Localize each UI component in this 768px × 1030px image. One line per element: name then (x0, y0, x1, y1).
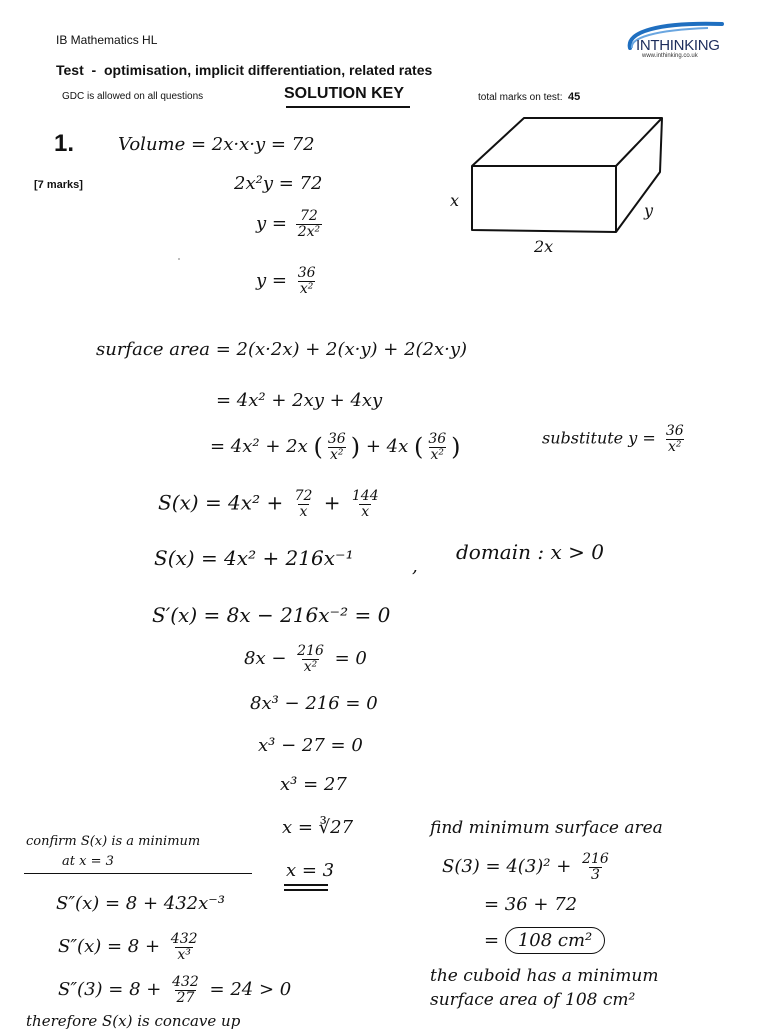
volume-line-4-lhs: y = (256, 270, 287, 292)
surface-line-3-frac-1 (326, 432, 348, 462)
minimum-title: find minimum surface area (430, 818, 663, 838)
surface-comma: , (412, 556, 418, 577)
confirm-line-3 (58, 975, 291, 1005)
surface-line-5: S(x) = 4x² + 216x⁻¹ (154, 546, 354, 570)
surface-line-4 (158, 489, 384, 519)
surface-line-3-frac-2 (426, 432, 448, 462)
volume-line-4-den: x² (299, 280, 314, 297)
substitute-label: substitute y = (542, 428, 656, 448)
paren-close: ) (451, 433, 461, 462)
confirm-title-2: at x = 3 (62, 854, 114, 869)
volume-line-3-lhs: y = (256, 213, 287, 235)
volume-line-3 (256, 209, 325, 239)
confirm-line-4: therefore S(x) is concave up (26, 1012, 241, 1030)
substitute-num: 36 (665, 423, 684, 439)
scan-speck (178, 258, 180, 260)
diagram-label-y: y (644, 201, 654, 220)
logo-text: INTHINKING (636, 37, 720, 54)
derivative-line-2 (244, 644, 367, 674)
confirm-line-2 (58, 932, 203, 962)
total-marks-label: total marks on test: (478, 92, 563, 103)
solution-key-title: SOLUTION KEY (284, 85, 405, 102)
confirm-line-3-num: 432 (172, 974, 199, 990)
volume-line-4 (256, 266, 321, 296)
derivative-line-6: x = ∛27 (282, 817, 354, 838)
total-marks (478, 91, 580, 103)
confirm-line-1: S″(x) = 8 + 432x⁻³ (56, 893, 225, 914)
surface-line-4-frac-2 (350, 489, 381, 519)
confirm-line-2-den: x³ (177, 946, 191, 963)
substitute-fraction (664, 424, 686, 454)
answer-underline-1 (284, 884, 328, 886)
derivative-line-2-fraction (295, 644, 326, 674)
surface-line-4-num-1: 72 (294, 488, 313, 504)
solution-key-underline (286, 106, 410, 108)
minimum-line-3-eq: = (484, 930, 500, 951)
surface-line-4-lhs: S(x) = 4x² + (158, 490, 284, 515)
derivative-line-7: x = 3 (286, 860, 335, 881)
confirm-line-2-start: S″(x) = 8 + (58, 936, 161, 958)
domain-note: domain : x > 0 (456, 540, 604, 564)
surface-line-3-mid: + 4x (365, 436, 409, 458)
cuboid-diagram (440, 110, 680, 260)
derivative-line-4: x³ − 27 = 0 (258, 735, 363, 756)
volume-line-3-fraction (296, 209, 322, 239)
confirm-line-3-den: 27 (176, 989, 195, 1006)
minimum-answer-circled: 108 cm² (505, 927, 605, 954)
test-topics: optimisation, implicit differentiation, related rates (103, 62, 433, 78)
confirm-divider (24, 873, 252, 874)
surface-line-4-den-1: x (299, 503, 308, 520)
course-title: IB Mathematics HL (56, 33, 158, 47)
cuboid-side-face (616, 118, 662, 232)
surface-line-4-frac-1 (293, 489, 315, 519)
derivative-line-3: 8x³ − 216 = 0 (250, 693, 378, 714)
confirm-line-3-end: = 24 > 0 (209, 979, 292, 1001)
derivative-line-2-num: 216 (297, 643, 324, 659)
cuboid-top-face (472, 118, 662, 166)
derivative-line-2-den: x² (303, 658, 318, 675)
derivative-line-5: x³ = 27 (280, 774, 347, 795)
paren-open: ( (313, 433, 323, 462)
minimum-line-1 (442, 852, 614, 882)
volume-line-4-fraction (296, 266, 318, 296)
diagram-label-2x: 2x (534, 237, 554, 256)
surface-line-4-den-2: x (361, 503, 370, 520)
surface-frac-1-num: 36 (327, 431, 346, 447)
surface-frac-2-num: 36 (428, 431, 447, 447)
surface-line-4-num-2: 144 (351, 488, 379, 504)
minimum-line-1-start: S(3) = 4(3)² + (442, 856, 572, 878)
derivative-line-1: S′(x) = 8x − 216x⁻² = 0 (152, 603, 391, 627)
minimum-line-1-den: 3 (590, 866, 600, 883)
confirm-line-3-start: S″(3) = 8 + (58, 979, 162, 1001)
surface-frac-1-den: x² (330, 446, 344, 463)
logo-url: www.inthinking.co.uk (642, 53, 698, 59)
surface-line-3 (210, 432, 461, 462)
surface-line-4-plus: + (323, 490, 341, 515)
confirm-title-1: confirm S(x) is a minimum (26, 834, 201, 849)
surface-line-2: = 4x² + 2xy + 4xy (216, 390, 383, 411)
volume-line-4-num: 36 (297, 265, 316, 281)
surface-line-3-start: = 4x² + 2x (210, 436, 308, 458)
conclusion-line-2: surface area of 108 cm² (430, 990, 636, 1010)
volume-line-1: Volume = 2x·x·y = 72 (118, 134, 315, 155)
answer-underline-2 (284, 889, 328, 891)
test-prefix: Test (56, 62, 84, 78)
substitute-den: x² (668, 438, 682, 455)
test-dash: - (91, 62, 97, 78)
minimum-line-2: = 36 + 72 (484, 894, 578, 915)
minimum-line-1-fraction (580, 852, 611, 882)
paren-close: ) (350, 433, 361, 462)
conclusion-line-1: the cuboid has a minimum (430, 966, 659, 986)
confirm-line-3-fraction (170, 975, 201, 1005)
confirm-line-2-fraction (169, 932, 200, 962)
minimum-line-1-num: 216 (582, 851, 609, 867)
volume-line-2: 2x²y = 72 (234, 173, 323, 194)
paren-open: ( (413, 433, 424, 462)
volume-line-3-den: 2x² (297, 223, 321, 240)
confirm-line-2-num: 432 (170, 931, 198, 947)
surface-line-1: surface area = 2(x·2x) + 2(x·y) + 2(2x·y) (96, 339, 468, 360)
question-marks: [7 marks] (34, 179, 83, 191)
minimum-line-3 (484, 930, 605, 951)
cuboid-front-face (472, 166, 616, 232)
volume-line-3-num: 72 (300, 208, 318, 224)
total-marks-value: 45 (568, 91, 581, 103)
derivative-line-2-end: = 0 (334, 648, 367, 670)
derivative-line-2-start: 8x − (244, 648, 287, 670)
question-number: 1. (54, 130, 75, 157)
substitute-note (542, 424, 689, 454)
surface-frac-2-den: x² (430, 446, 445, 463)
gdc-note: GDC is allowed on all questions (62, 91, 204, 102)
test-title (56, 62, 432, 78)
diagram-label-x: x (450, 191, 460, 210)
